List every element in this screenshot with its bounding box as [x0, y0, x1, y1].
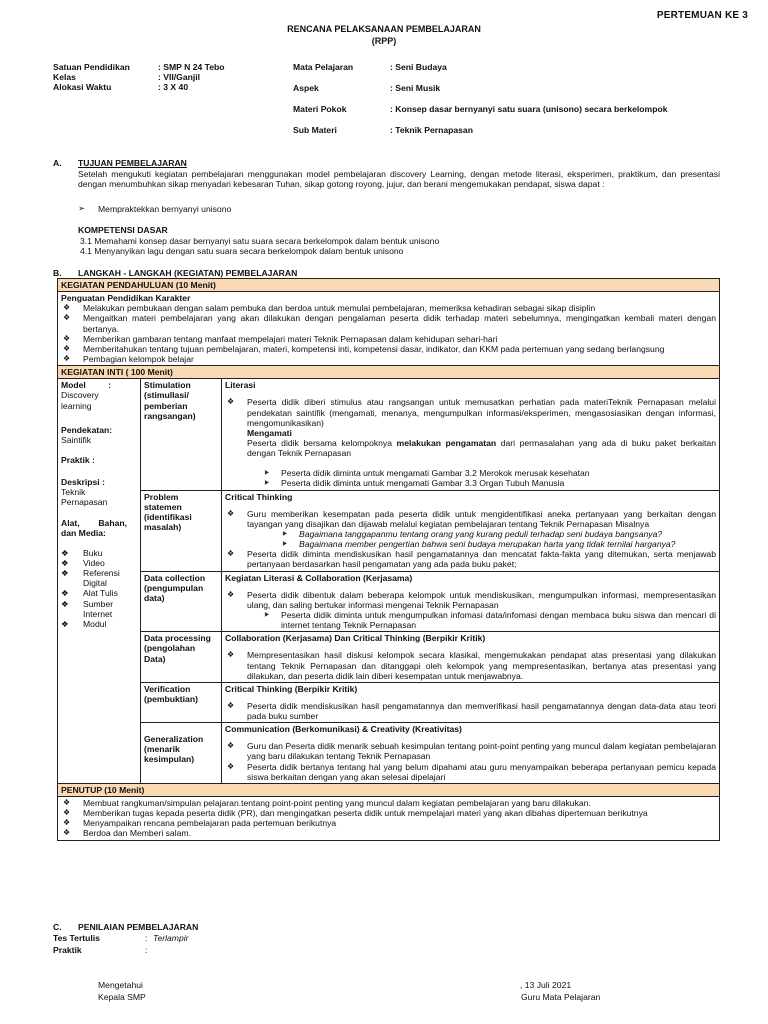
list-item: ❖ Mempresentasikan hasil diskusi kelompok secara klasikal, mengemukakan pendapat atas presentasi yang dilakukan tentang Teknik Pernapasan dan ditanggapi oleh kelompok yang mempresentasikan, bertanya atas presentasi yang dilakukan, dan peserta didik lain diberi kesempatan untuk menjawabnya. [227, 650, 716, 681]
diamond-bullet-icon: ❖ [61, 598, 69, 609]
info-value: : Konsep dasar bernyanyi satu suara (unisono) secara berkelompok [390, 104, 668, 114]
goal-text: Mempraktekkan bernyanyi unisono [98, 204, 232, 214]
section-b-letter: B. [53, 268, 62, 278]
deskripsi-value: Teknik Pernapasan [61, 487, 108, 508]
penutup-cell [58, 797, 720, 841]
step-verification: Verification (pembuktian) [141, 682, 222, 722]
step-heading: Kegiatan Literasi & Collaboration (Kerjasama) [225, 572, 413, 583]
list-item: ❖ Referensi Digital [61, 568, 120, 589]
info-label: Aspek [293, 83, 319, 93]
kd-title: KOMPETENSI DASAR [78, 225, 168, 235]
pendekatan-label: Pendekatan: [61, 424, 113, 435]
list-item: ❖ Membuat rangkuman/simpulan pelajaran.tentang point-point penting yang muncul dalam kegiatan pembelajaran yang baru dilakukan. [63, 798, 591, 809]
diamond-bullet-icon: ❖ [63, 343, 71, 353]
tes-label: Tes Tertulis [53, 933, 100, 943]
diamond-bullet-icon: ❖ [227, 650, 235, 660]
list-item: ⯈ Bagaimana member pengertian bahwa seni budaya merupakan harta yang tidak ternilai harganya? [281, 539, 676, 550]
deskripsi-label: Deskripsi : [61, 477, 105, 488]
section-a-title: TUJUAN PEMBELAJARAN [78, 158, 187, 168]
info-label: Sub Materi [293, 125, 337, 135]
diamond-bullet-icon: ❖ [63, 353, 71, 363]
list-item: ❖ Mengaitkan materi pembelajaran yang akan dilakukan dengan pengalaman peserta didik terhadap materi sebelumnya, mengingatkan kembali materi dengan bertanya. [63, 313, 716, 334]
list-item: ❖ Peserta didik diminta mendiskusikan hasil pengamatannya dan mencatat fakta-fakta yang ditemukan, serta menjawab pertanyaan berdasarkan hasil pengamatan yang ada pada buku paket; [227, 549, 716, 570]
info-value: : Teknik Pernapasan [390, 125, 473, 135]
praktik-label: Praktik [53, 945, 82, 955]
diamond-bullet-icon: ❖ [227, 589, 235, 599]
list-item: ❖ Guru memberikan kesempatan pada peserta didik untuk mengidentifikasi aneka pertanyaan yang berkaitan dengan tayangan yang disajikan dan dijawab melalui kegiatan pembelajaran tentang Teknik Pernapasan Misalnya [227, 508, 716, 529]
list-item: ⯈ Peserta didik diminta untuk mengamati Gambar 3.2 Merokok merusak kesehatan [263, 468, 590, 479]
step-heading: Critical Thinking (Berpikir Kritik) [225, 683, 358, 694]
list-item: ❖ Guru dan Peserta didik menarik sebuah kesimpulan tentang point-point penting yang muncul dalam kegiatan pembelajaran yang baru dilakukan tentang Teknik Pernapasan [227, 741, 716, 762]
content-data-processing [222, 632, 720, 683]
diamond-bullet-icon: ❖ [63, 303, 71, 313]
step-heading: Collaboration (Kerjasama) Dan Critical Thinking (Berpikir Kritik) [225, 633, 486, 644]
kd-item: 3.1 Memahami konsep dasar bernyanyi satu suara secara berkelompok dalam bentuk unisono [80, 236, 440, 246]
arrow-bullet-icon: ⯈ [263, 609, 270, 620]
step-stimulation: Stimulation (stimullasi/ pemberian rangsangan) [141, 379, 222, 490]
section-b-title: LANGKAH - LANGKAH (KEGIATAN) PEMBELAJARAN [78, 268, 298, 278]
list-item: ❖ Memberitahukan tentang tujuan pembelajaran, materi, kompetensi inti, kompetensi dasar, indikator, dan KKM pada pertemuan yang sedang berlangsung [63, 343, 665, 354]
diamond-bullet-icon: ❖ [63, 808, 71, 818]
tes-colon: : [145, 933, 148, 943]
info-label: Alokasi Waktu [53, 82, 112, 92]
praktik-label: Praktik : [61, 454, 95, 465]
diamond-bullet-icon: ❖ [61, 557, 69, 568]
diamond-bullet-icon: ❖ [63, 798, 71, 808]
list-item: ❖ Peserta didik bertanya tentang hal yang belum dipahami atau guru menyampaikan beberapa pertanyaan pemicu kepada siswa berkaitan dengan yang akan selesai dipelajari [227, 761, 716, 782]
list-item: ❖ Pembagian kelompok belajar [63, 353, 194, 364]
info-value: : Seni Musik [390, 83, 441, 93]
praktik-colon: : [145, 945, 148, 955]
band-inti: KEGIATAN INTI ( 100 Menit) [58, 366, 720, 379]
step-heading: Communication (Berkomunikasi) & Creativity (Kreativitas) [225, 724, 462, 735]
list-item: ❖ Peserta didik diberi stimulus atau rangsangan untuk memusatkan perhatian pada materiTeknik Pernapasan melalui pendekatan saintifik (mengamati, menanya, mengumpulkan informasi/eksperimen, mengasosiasikan dengan informasi, mengomunikasikan) [227, 397, 716, 428]
content-data-collection [222, 571, 720, 632]
list-item: ⯈ Peserta didik diminta untuk mengamati Gambar 3.3 Organ Tubuh Manusia [263, 478, 565, 489]
info-value: : 3 X 40 [158, 82, 189, 92]
tes-value: Terlampir [153, 933, 189, 943]
footer-date: , 13 Juli 2021 [520, 980, 572, 990]
list-item: ❖ Memberikan gambaran tentang manfaat mempelajari materi Teknik Pernapasan dalam kehidupan sehari-hari [63, 333, 498, 344]
content-generalization [222, 723, 720, 784]
pendahuluan-cell [58, 292, 720, 366]
arrow-bullet-icon: ⯈ [263, 468, 270, 479]
document-title: RENCANA PELAKSANAAN PEMBELAJARAN [287, 24, 481, 34]
section-a-letter: A. [53, 158, 62, 168]
diamond-bullet-icon: ❖ [63, 828, 71, 838]
content-verification [222, 682, 720, 722]
content-stimulation [222, 379, 720, 490]
diamond-bullet-icon: ❖ [227, 397, 235, 407]
footer-kepala: Kepala SMP [98, 992, 146, 1002]
step-generalization: Generalization (menarik kesimpulan) [141, 723, 222, 784]
step-problem: Problem statemen (identifikasi masalah) [141, 490, 222, 571]
goal-marker: ➢ [78, 203, 86, 213]
step-heading: Literasi [225, 380, 256, 391]
list-item: ❖ Buku [61, 547, 103, 558]
list-item: ❖ Modul [61, 618, 107, 629]
kd-item: 4.1 Menyanyikan lagu dengan satu suara secara berkelompok dalam bentuk unisono [80, 246, 404, 256]
list-item: ⯈ Bagaimana tanggapanmu tentang orang yang kurang peduli terhadap seni budaya bangsanya? [281, 528, 663, 539]
info-label: Satuan Pendidikan [53, 62, 130, 72]
list-item: ❖ Berdoa dan Memberi salam. [63, 828, 191, 839]
list-item: ❖ Menyampaikan rencana pembelajaran pada pertemuan berikutnya [63, 818, 337, 829]
meeting-number: PERTEMUAN KE 3 [656, 10, 748, 21]
diamond-bullet-icon: ❖ [227, 549, 235, 559]
info-value: : SMP N 24 Tebo [158, 62, 225, 72]
section-c-letter: C. [53, 922, 62, 932]
model-value: Discovery learning [61, 390, 99, 411]
diamond-bullet-icon: ❖ [63, 333, 71, 343]
step-heading: Critical Thinking [225, 491, 293, 502]
info-label: Kelas [53, 72, 76, 82]
activity-table [57, 278, 720, 841]
mengamati-label: Mengamati [247, 427, 292, 438]
list-item: ❖ Memberikan tugas kepada peserta didik (PR), dan mengingatkan peserta didik untuk mempelajari materi yang akan dibahas dipertemuan berikutnya [63, 808, 648, 819]
diamond-bullet-icon: ❖ [61, 618, 69, 629]
step-data-collection: Data collection (pengumpulan data) [141, 571, 222, 632]
info-label: Mata Pelajaran [293, 62, 354, 72]
list-item: ⯈ Peserta didik diminta untuk mengumpulkan infomasi data/infomasi dengan membaca buku siswa dan mencari di internet tentang Teknik Pernapasan [263, 609, 716, 631]
band-penutup: PENUTUP (10 Menit) [58, 783, 720, 796]
list-item: ❖ Video [61, 557, 105, 568]
list-item: ❖ Peserta didik mendiskusikan hasil pengamatannya dan memverifikasi hasil pengamatannya dengan data-data atau teori pada buku sumber [227, 700, 716, 722]
diamond-bullet-icon: ❖ [227, 741, 235, 751]
footer-guru: Guru Mata Pelajaran [521, 992, 601, 1002]
list-item: ❖ Sumber Internet [61, 598, 114, 619]
content-problem [222, 490, 720, 571]
info-value: : VII/Ganjil [158, 72, 201, 82]
diamond-bullet-icon: ❖ [63, 818, 71, 828]
document-subtitle: (RPP) [371, 36, 397, 46]
section-c-title: PENILAIAN PEMBELAJARAN [78, 922, 199, 932]
step-data-processing: Data processing (pengolahan Data) [141, 632, 222, 683]
diamond-bullet-icon: ❖ [61, 568, 69, 579]
info-label: Materi Pokok [293, 104, 347, 114]
diamond-bullet-icon: ❖ [61, 588, 69, 599]
pendahuluan-heading: Penguatan Pendidikan Karakter [61, 293, 191, 304]
list-item: ❖ Melakukan pembukaan dengan salam pembuka dan berdoa untuk memulai pembelajaran, memeriksa kehadiran sebagai sikap disiplin [63, 303, 596, 314]
list-item: ❖ Peserta didik dibentuk dalam beberapa kelompok untuk mendiskusikan, mengumpulkan informasi, mempresentasikan ulang, dan saling bertukar informasi mengenai Teknik Pernapasan [227, 589, 716, 610]
diamond-bullet-icon: ❖ [63, 313, 71, 323]
band-pendahuluan: KEGIATAN PENDAHULUAN (10 Menit) [58, 279, 720, 292]
arrow-bullet-icon: ⯈ [281, 539, 288, 550]
list-item: ❖ Alat Tulis [61, 588, 118, 599]
pendekatan-value: Saintifik [61, 434, 92, 445]
footer-mengetahui: Mengetahui [98, 980, 143, 990]
mengamati-text: Peserta didik bersama kelompoknya melakukan pengamatan dari permasalahan yang ada di buku paket berkaitan dengan Teknik Pernapasan [247, 437, 716, 459]
alat-label: Alat, Bahan, dan Media: [61, 517, 127, 538]
arrow-bullet-icon: ⯈ [281, 528, 288, 539]
diamond-bullet-icon: ❖ [227, 700, 235, 710]
section-a-text: Setelah mengukuti kegiatan pembelajaran menggunakan model pembelajaran discovery Learning, dengan metode literasi, eksperimen, praktikum, dan presentasi dengan menumbuhkan sikap menyadari kebesaran Tuhan, sikap gotong royong, jujur, dan berani mengemukakan pendapat, siswa dapat : [78, 169, 720, 190]
model-cell [58, 379, 141, 784]
info-value: : Seni Budaya [390, 62, 447, 72]
diamond-bullet-icon: ❖ [61, 547, 69, 558]
diamond-bullet-icon: ❖ [227, 761, 235, 771]
arrow-bullet-icon: ⯈ [263, 478, 270, 489]
model-row: Model : [61, 380, 111, 391]
diamond-bullet-icon: ❖ [227, 508, 235, 518]
